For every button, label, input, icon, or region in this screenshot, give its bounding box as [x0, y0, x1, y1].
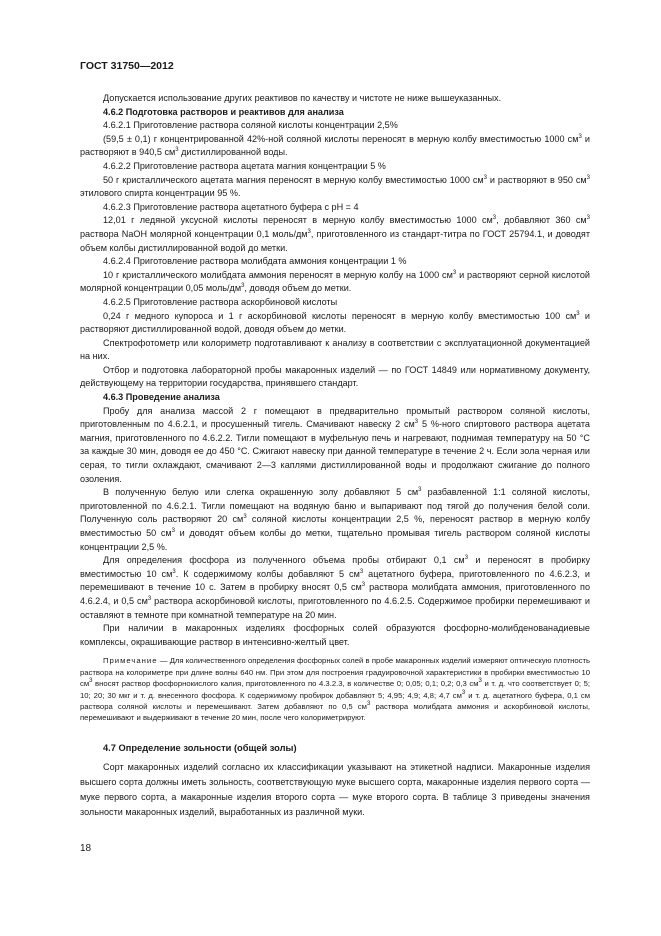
note-paragraph: Примечание — Для количественного определения фосфорных солей в пробе макаронных изделий измеряют оптическую плотность раствора на колориметре при длине волны 640 нм. При этом для построения градуировочной характеристики в пробирки вместимостью 10 $см^3$ вносят раствор фосфорнокислого калия, приготовленного по 4.3.2.3, в количестве 0; 0,05; 0,1; 0,2; 0,3 $см^3$ и т. д. что соответствует 0; 5; 10; 20; 30 мкг и т. д. внесенного фосфора. К содержимому пробирок добавляют 5; 4,95; 4,9; 4,8; 4,7 $см^3$ и т. д. ацетатного буфера, 0,1 см раствора соляной кислоты и перемешивают. Затем добавляют по 0,5 $см^3$ раствора молибдата аммония и аскорбиновой кислоты, перемешивают и выдерживают в течение 20 мин, после чего колориметрируют.	[80, 656, 590, 723]
section-4-6-2-4-text: 10 г кристаллического молибдата аммония переносят в мерную колбу на 1000 $см^3$ и растворяют серной кислотой молярной концентрации 0,05 моль/$дм^3$, доводя объем до метки.	[80, 269, 591, 294]
page-number: 18	[80, 843, 92, 854]
page-content	[80, 92, 590, 820]
section-4-6-3-title: 4.6.3 Проведение анализа	[103, 392, 220, 403]
analysis-paragraph-3: Для определения фосфора из полученного объема пробы отбирают 0,1 $см^3$ и переносят в пробирку вместимостью 10 $см^3$. К содержимому колбы добавляют 5 $см^3$ ацетатного буфера, приготовленного по 4.6.2.3, и перемешивают в течение 10 с. Затем в пробирку вносят 0,5 $см^3$ раствора молибдата аммония, приготовленного по 4.6.2.4, и 0,5 $см^3$ раствора аскорбиновой кислоты, приготовленного по 4.6.2.5. Содержимое пробирки перемешивают и оставляют в темноте при комнатной температуре на 20 мин.	[80, 555, 591, 620]
section-4-6-2-title: 4.6.2 Подготовка растворов и реактивов для анализа	[103, 106, 344, 117]
analysis-paragraph-2: В полученную белую или слегка окрашенную золу добавляют 5 $см^3$ разбавленной 1:1 соляной кислоты, приготовленной по 4.6.2.1. Тигли помещают на водяную баню и выпаривают под тягой до получения белой соли. Полученную соль растворяют 20 $см^3$ соляной кислоты концентрации 2,5 %, переносят раствор в мерную колбу вместимостью 50 $см^3$ и доводят объем колбы до метки, тщательно промывая тигель раствором соляной кислоты концентрации 2,5 %.	[80, 487, 590, 552]
section-4-6-2-1-text: (59,5 ± 0,1) г концентрированной 42%-ной соляной кислоты переносят в мерную колбу вместимостью 1000 $см^3$ и растворяют в 940,5 $см^3$ дистиллированной воды.	[80, 133, 591, 158]
spectrophotometer-paragraph: Спектрофотометр или колориметр подготавливают к анализу в соответствии с эксплуатационной документацией на них.	[80, 337, 590, 362]
section-4-6-2-4-title: 4.6.2.4 Приготовление раствора молибдата аммония концентрации 1 %	[103, 256, 407, 267]
section-4-6-2-3-title: 4.6.2.3 Приготовление раствора ацетатного буфера с рН = 4	[103, 201, 359, 212]
section-4-6-2-1-title: 4.6.2.1 Приготовление раствора соляной кислоты концентрации 2,5%	[103, 120, 398, 131]
standard-header: ГОСТ 31750—2012	[80, 60, 174, 72]
sampling-paragraph: Отбор и подготовка лабораторной пробы макаронных изделий — по ГОСТ 14849 или нормативному документу, действующему на территории государства, принявшего стандарт.	[80, 364, 590, 389]
section-4-6-2-3-text: 12,01 г ледяной уксусной кислоты переносят в мерную колбу вместимостью 1000 $см^3$, добавляют 360 $см^3$ раствора NaOH молярной концентрации 0,1 моль/$дм^3$, приготовленного из стандарт-титра по ГОСТ 25794.1, и доводят объем колбы дистиллированной водой до метки.	[80, 215, 590, 253]
section-4-7-title: 4.7 Определение зольности (общей золы)	[103, 742, 297, 753]
section-4-6-2-5-text: 0,24 г медного купороса и 1 г аскорбиновой кислоты переносят в мерную колбу вместимостью 100 $см^3$ и растворяют дистиллированной водой, доводя объем до метки.	[80, 310, 590, 335]
analysis-paragraph-1: Пробу для анализа массой 2 г помещают в предварительно промытый раствором соляной кислоты, приготовленным по 4.6.2.1, и просушенный тигель. Смачивают навеску 2 $см^3$ 5 %-ного спиртового раствора ацетата магния, приготовленного по 4.6.2.2. Тигли помещают в муфельную печь и нагревают, поднимая температуру на 50 °С за каждые 30 мин, доводя ее до 450 °С. Сжигают навеску при данной температуре в течение 2 ч. Если зола черная или серая, то тигли охлаждают, смачивают 2—3 каплями дистиллированной воды и продолжают сжигание до полного озоления.	[80, 405, 590, 484]
analysis-paragraph-4: При наличии в макаронных изделиях фосфорных солей образуются фосфорно-молибденованадиевые комплексы, окрашивающие раствор в интенсивно-желтый цвет.	[80, 623, 590, 647]
section-4-6-2-2-title: 4.6.2.2 Приготовление раствора ацетата магния концентрации 5 %	[103, 160, 386, 171]
section-4-7-text: Сорт макаронных изделий согласно их классификации указывают на этикетной надписи. Макаронные изделия высшего сорта должны иметь зольность, соответствующую муке высшего сорта, макаронные изделия первого сорта — муке первого сорта, а макаронные изделия второго сорта — муке второго сорта. В таблице 3 приведены значения зольности макаронных изделий, выработанных из различной муки.	[80, 762, 590, 817]
intro-paragraph: Допускается использование других реактивов по качеству и чистоте не ниже вышеуказанных.	[103, 93, 502, 103]
section-4-6-2-5-title: 4.6.2.5 Приготовление раствора аскорбиновой кислоты	[103, 296, 338, 307]
note-label: Примечание	[103, 656, 158, 666]
section-4-6-2-2-text: 50 г кристаллического ацетата магния переносят в мерную колбу вместимостью 1000 $см^3$ и растворяют в 950 $см^3$ этилового спирта концентрации 95 %.	[80, 174, 590, 199]
